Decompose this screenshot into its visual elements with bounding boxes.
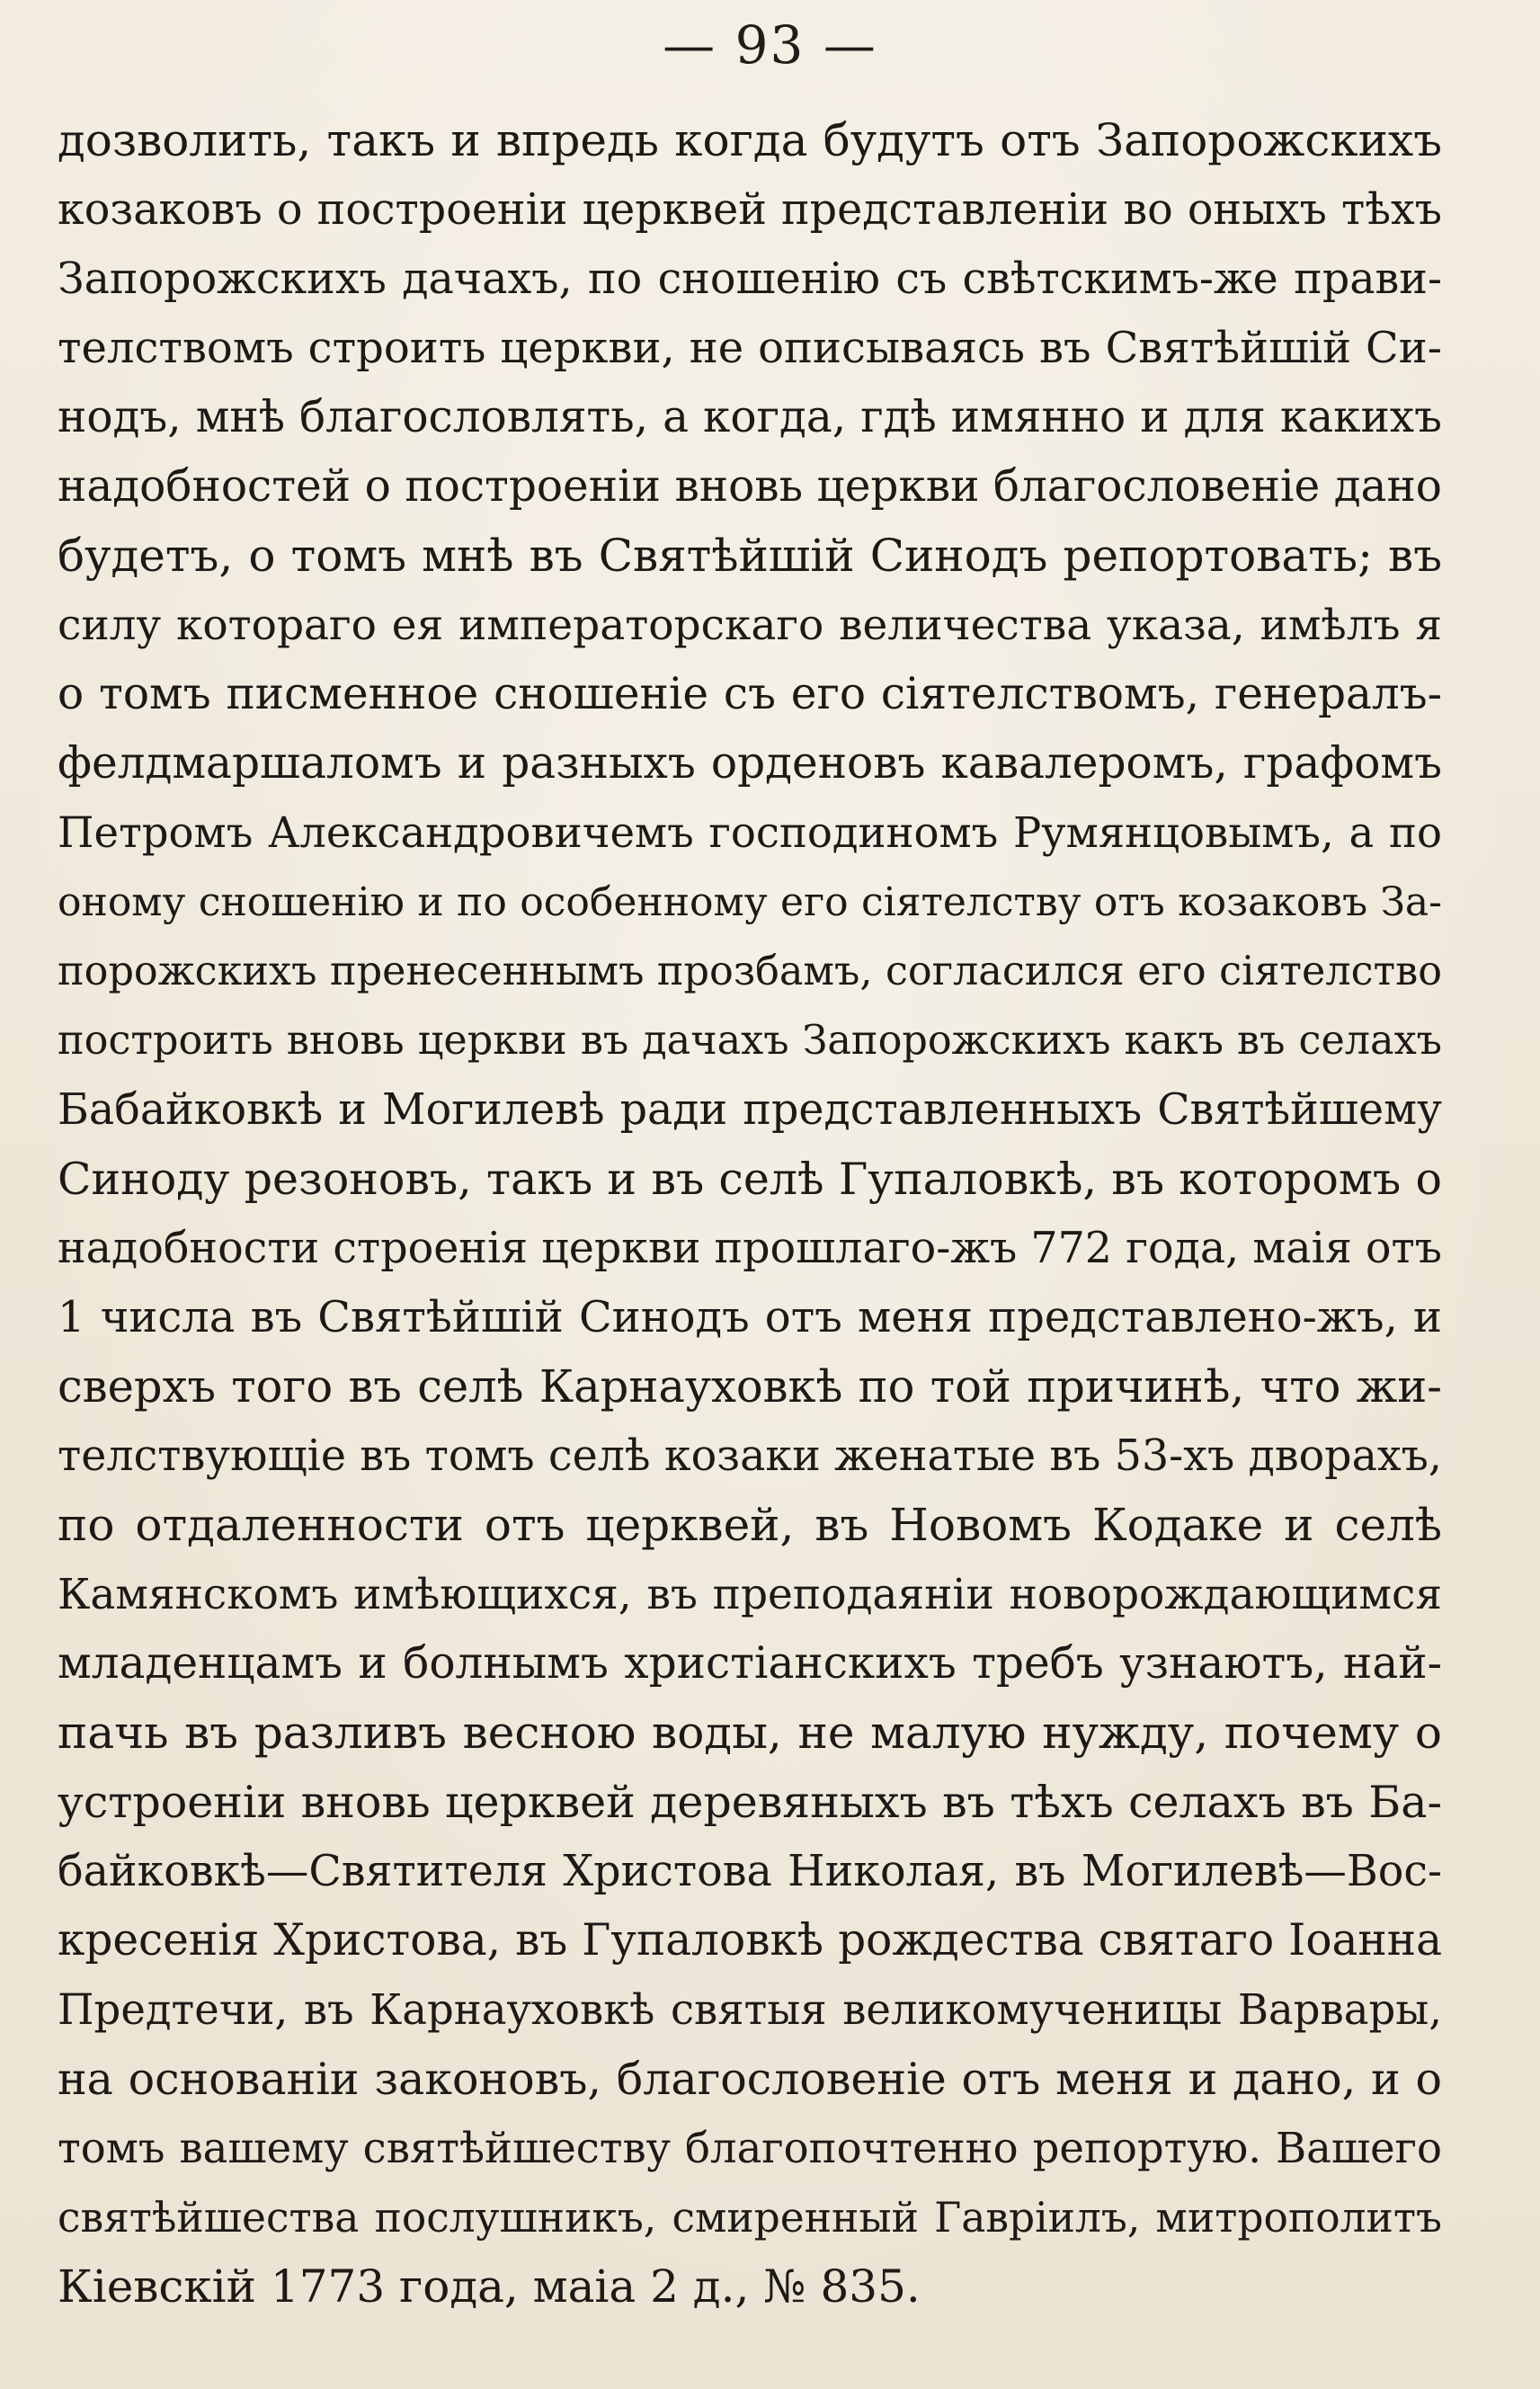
text-line: нодъ, мнѣ благословлять, а когда, гдѣ имянно и для какихъ xyxy=(58,392,1442,442)
text-line: младенцамъ и болнымъ христіанскихъ требъ узнаютъ, най- xyxy=(58,1638,1442,1689)
text-line: козаковъ о построеніи церквей представленіи во оныхъ тѣхъ xyxy=(58,185,1442,235)
text-line: Камянскомъ имѣющихся, въ преподаяніи новорождающимся xyxy=(58,1570,1442,1619)
text-line: 1 числа въ Святѣйшій Синодъ отъ меня представлено-жъ, и xyxy=(58,1292,1442,1342)
text-line: дозволить, такъ и впредь когда будутъ отъ Запорожскихъ xyxy=(58,114,1442,166)
text-line: о томъ писменное сношеніе съ его сіятелствомъ, генералъ- xyxy=(58,669,1442,719)
text-line: сверхъ того въ селѣ Карнауховкѣ по той причинѣ, что жи- xyxy=(58,1360,1442,1413)
text-line: телствующіе въ томъ селѣ козаки женатые въ 53-хъ дворахъ, xyxy=(58,1431,1442,1481)
text-line: томъ вашему святѣйшеству благопочтенно репортую. Вашего xyxy=(58,2124,1442,2172)
text-line: по отдаленности отъ церквей, въ Новомъ Кодаке и селѣ xyxy=(58,1499,1442,1551)
text-line: построить вновь церкви въ дачахъ Запорожскихъ какъ въ селахъ xyxy=(58,1018,1442,1064)
text-line: Бабайковкѣ и Могилевѣ ради представленныхъ Святѣйшему xyxy=(58,1085,1442,1135)
text-line: силу котораго ея императорскаго величества указа, имѣлъ я xyxy=(58,601,1442,650)
text-line: устроеніи вновь церквей деревяныхъ въ тѣхъ селахъ въ Ба- xyxy=(58,1777,1442,1828)
text-line: фелдмаршаломъ и разныхъ орденовъ кавалеромъ, графомъ xyxy=(58,738,1442,789)
text-line: надобности строенія церкви прошлаго-жъ 772 года, маія отъ xyxy=(58,1224,1442,1273)
text-line: Петромъ Александровичемъ господиномъ Румянцовымъ, а по xyxy=(58,808,1442,857)
text-line: пачь въ разливъ весною воды, не малую нужду, почему о xyxy=(58,1707,1442,1759)
text-line: святѣйшества послушникъ, смиренный Гавріилъ, митрополитъ xyxy=(58,2194,1442,2242)
text-line: порожскихъ пренесеннымъ прозбамъ, согласился его сіятелство xyxy=(58,949,1442,994)
text-line: кресенія Христова, въ Гупаловкѣ рождества святаго Іоанна xyxy=(58,1915,1442,1966)
text-line: на основаніи законовъ, благословеніе отъ меня и дано, и о xyxy=(58,2054,1442,2105)
text-line: Предтечи, въ Карнауховкѣ святыя великомученицы Варвары, xyxy=(58,1985,1442,2034)
text-line: телствомъ строить церкви, не описываясь въ Святѣйшій Си- xyxy=(58,323,1442,373)
text-line: байковкѣ—Святителя Христова Николая, въ Могилевѣ—Вос- xyxy=(58,1847,1442,1896)
text-line: оному сношенію и по особенному его сіятелству отъ козаковъ За- xyxy=(58,879,1442,925)
text-line: Синоду резоновъ, такъ и въ селѣ Гупаловкѣ, въ которомъ о xyxy=(58,1154,1442,1205)
text-line: Запорожскихъ дачахъ, по сношенію съ свѣтскимъ-же прави- xyxy=(58,254,1442,304)
text-line: Кіевскій 1773 года, маіа 2 д., № 835. xyxy=(58,2260,921,2313)
text-line: будетъ, о томъ мнѣ въ Святѣйшій Синодъ репортовать; въ xyxy=(58,530,1442,582)
page-number: — 93 — xyxy=(663,14,877,76)
text-line: надобностей о построеніи вновь церкви благословеніе дано xyxy=(58,461,1442,512)
body-text xyxy=(58,106,1442,2322)
